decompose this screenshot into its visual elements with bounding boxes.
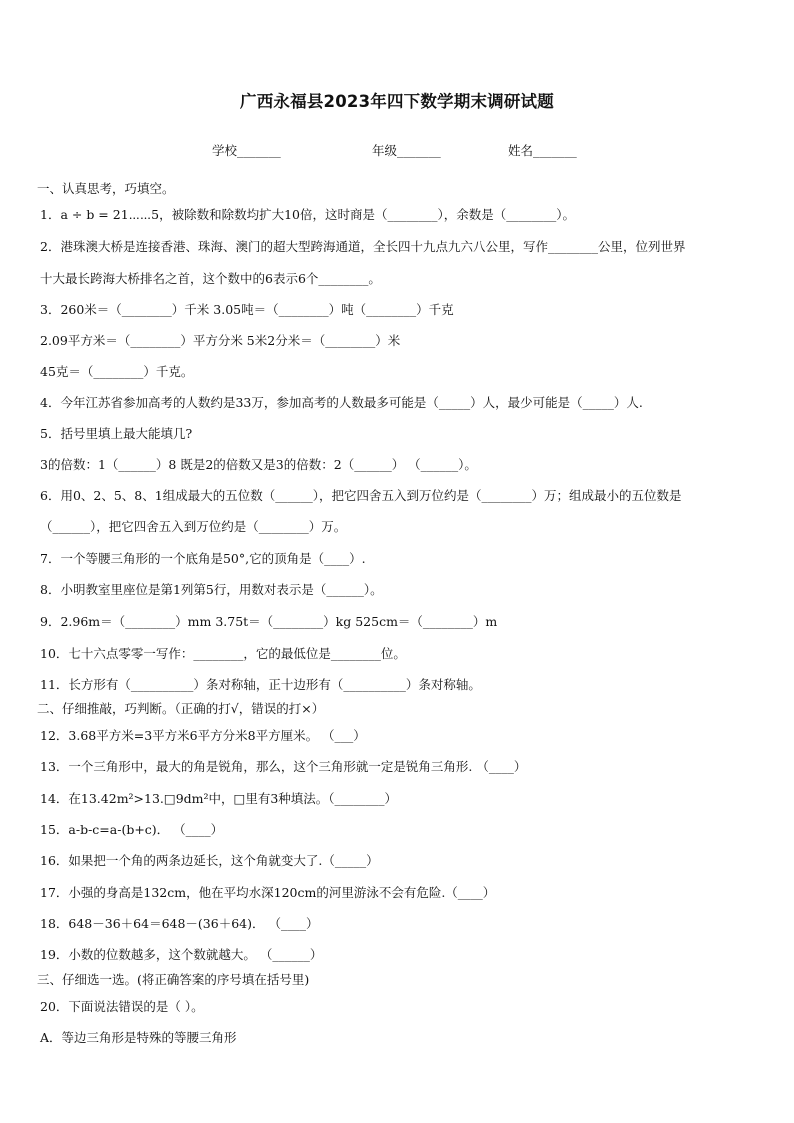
question-6-line-2: （______），把它四舍五入到万位约是（________）万。 <box>40 519 347 534</box>
question-10: 10．七十六点零零一写作：________，它的最低位是________位。 <box>40 646 406 661</box>
grade-field: 年级_______ <box>372 143 441 158</box>
question-8: 8．小明教室里座位是第1列第5行，用数对表示是（______）。 <box>40 582 383 597</box>
question-17: 17．小强的身高是132cm，他在平均水深120cm的河里游泳不会有危险.（____） <box>40 885 496 900</box>
question-4: 4．今年江苏省参加高考的人数约是33万，参加高考的人数最多可能是（_____）人，最少可能是（_____）人. <box>40 395 643 410</box>
question-13: 13．一个三角形中，最大的角是锐角，那么，这个三角形就一定是锐角三角形. （____） <box>40 759 527 774</box>
question-18: 18．648－36＋64＝648－(36＋64)． （____） <box>40 916 319 931</box>
question-14: 14．在13.42m²>13.□9dm²中，□里有3种填法。（________） <box>40 791 398 806</box>
question-15: 15．a-b-c=a-(b+c)． （____） <box>40 822 224 837</box>
question-9: 9．2.96m＝（________）mm 3.75t＝（________）kg 525cm＝（________）m <box>40 614 498 629</box>
exam-title: 广西永福县2023年四下数学期末调研试题 <box>240 92 554 111</box>
question-1: 1．a ÷ b = 21⋯⋯5，被除数和除数均扩大10倍，这时商是（________），余数是（________）。 <box>40 207 576 222</box>
question-12: 12．3.68平方米=3平方米6平方分米8平方厘米。 （___） <box>40 728 366 743</box>
name-field: 姓名_______ <box>508 143 577 158</box>
school-field: 学校_______ <box>212 143 281 158</box>
question-2-line-2: 十大最长跨海大桥排名之首，这个数中的6表示6个________。 <box>40 271 381 286</box>
question-3-line-3: 45克＝（________）千克。 <box>40 364 194 379</box>
question-11: 11．长方形有（__________）条对称轴，正十边形有（__________）条对称轴。 <box>40 677 481 692</box>
question-3-line-2: 2.09平方米＝（________）平方分米 5米2分米＝（________）米 <box>40 333 401 348</box>
question-19: 19．小数的位数越多，这个数就越大。 （______） <box>40 947 323 962</box>
question-3-line-1: 3．260米＝（________）千米 3.05吨＝（________）吨（________）千克 <box>40 302 454 317</box>
question-5-items: 3的倍数：1（______）8 既是2的倍数又是3的倍数：2（______） （______）。 <box>40 457 477 472</box>
question-6-line-1: 6．用0、2、5、8、1组成最大的五位数（______），把它四舍五入到万位约是（________）万；组成最小的五位数是 <box>40 488 682 503</box>
question-16: 16．如果把一个角的两条边延长，这个角就变大了.（_____） <box>40 853 379 868</box>
question-20-option-a: A．等边三角形是特殊的等腰三角形 <box>40 1030 237 1045</box>
question-20: 20．下面说法错误的是（ ）。 <box>40 999 204 1014</box>
question-7: 7．一个等腰三角形的一个底角是50°,它的顶角是（____）. <box>40 551 366 566</box>
question-5: 5．括号里填上最大能填几? <box>40 426 193 441</box>
section-heading-3: 三、仔细选一选。(将正确答案的序号填在括号里) <box>37 972 310 987</box>
question-2-line-1: 2．港珠澳大桥是连接香港、珠海、澳门的超大型跨海通道，全长四十九点九六八公里，写作________公里，位列世界 <box>40 239 686 254</box>
section-heading-1: 一、认真思考，巧填空。 <box>37 181 175 196</box>
section-heading-2: 二、仔细推敲，巧判断。（正确的打√，错误的打×） <box>37 701 325 716</box>
